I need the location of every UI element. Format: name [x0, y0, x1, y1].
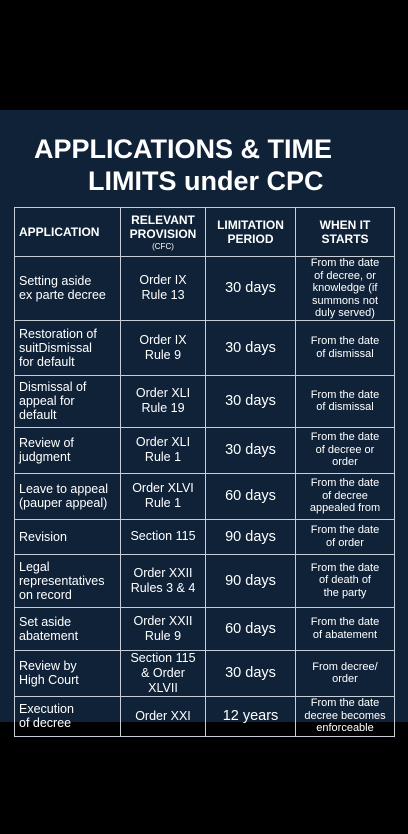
limitation-cell: 30 days	[206, 650, 296, 696]
limitation-cell: 30 days	[206, 427, 296, 473]
provision-cell: Order XXII Rule 9	[121, 607, 206, 650]
when-starts-cell: From the date of death of the party	[296, 554, 395, 607]
header-provision-label: RELEVANT PROVISION	[129, 213, 197, 241]
table-row	[15, 519, 395, 554]
limitation-cell: 12 years	[206, 696, 296, 736]
table-header-row	[15, 208, 395, 257]
limitation-cell: 60 days	[206, 473, 296, 519]
provision-cell: Order XXII Rules 3 & 4	[121, 554, 206, 607]
when-starts-cell: From the date of dismissal	[296, 320, 395, 375]
application-cell: Revision	[15, 519, 121, 554]
when-starts-cell: From the date of order	[296, 519, 395, 554]
provision-cell: Order IX Rule 9	[121, 320, 206, 375]
application-cell: Dismissal of appeal for default	[15, 375, 121, 427]
header-when: WHEN IT STARTS	[296, 208, 395, 257]
header-provision-note: (CFC)	[152, 242, 174, 251]
title-line-2: LIMITS under CPC	[88, 166, 324, 196]
header-provision	[121, 208, 206, 257]
provision-cell: Order XXI	[121, 696, 206, 736]
provision-cell: Order IX Rule 13	[121, 257, 206, 321]
when-starts-cell: From decree/ order	[296, 650, 395, 696]
table-row	[15, 257, 395, 321]
provision-cell: Order XLI Rule 1	[121, 427, 206, 473]
table-row	[15, 607, 395, 650]
header-limitation: LIMITATION PERIOD	[206, 208, 296, 257]
limitation-cell: 30 days	[206, 375, 296, 427]
provision-cell: Section 115 & Order XLVII	[121, 650, 206, 696]
application-cell: Leave to appeal (pauper appeal)	[15, 473, 121, 519]
table-row	[15, 554, 395, 607]
application-cell: Review of judgment	[15, 427, 121, 473]
application-cell: Review by High Court	[15, 650, 121, 696]
table-row	[15, 696, 395, 736]
when-starts-cell: From the date of decree appealed from	[296, 473, 395, 519]
application-cell: Setting aside ex parte decree	[15, 257, 121, 321]
table-row	[15, 320, 395, 375]
provision-cell: Order XLVI Rule 1	[121, 473, 206, 519]
table-row	[15, 473, 395, 519]
when-starts-cell: From the date of decree, or knowledge (if summons not duly served)	[296, 257, 395, 321]
application-cell: Set aside abatement	[15, 607, 121, 650]
table-row	[15, 650, 395, 696]
table-row	[15, 375, 395, 427]
application-cell: Restoration of suitDismissal for default	[15, 320, 121, 375]
when-starts-cell: From the date of dismissal	[296, 375, 395, 427]
when-starts-cell: From the date of abatement	[296, 607, 395, 650]
limitation-cell: 30 days	[206, 320, 296, 375]
limitation-cell: 90 days	[206, 554, 296, 607]
table-row	[15, 427, 395, 473]
limitation-cell: 30 days	[206, 257, 296, 321]
limitation-cell: 90 days	[206, 519, 296, 554]
provision-cell: Section 115	[121, 519, 206, 554]
when-starts-cell: From the date decree becomes enforceable	[296, 696, 395, 736]
application-cell: Execution of decree	[15, 696, 121, 736]
limitation-table	[14, 207, 395, 737]
limitation-cell: 60 days	[206, 607, 296, 650]
provision-cell: Order XLI Rule 19	[121, 375, 206, 427]
application-cell: Legal representatives on record	[15, 554, 121, 607]
title-line-1: APPLICATIONS & TIME	[34, 134, 333, 164]
when-starts-cell: From the date of decree or order	[296, 427, 395, 473]
header-application: APPLICATION	[15, 208, 121, 257]
